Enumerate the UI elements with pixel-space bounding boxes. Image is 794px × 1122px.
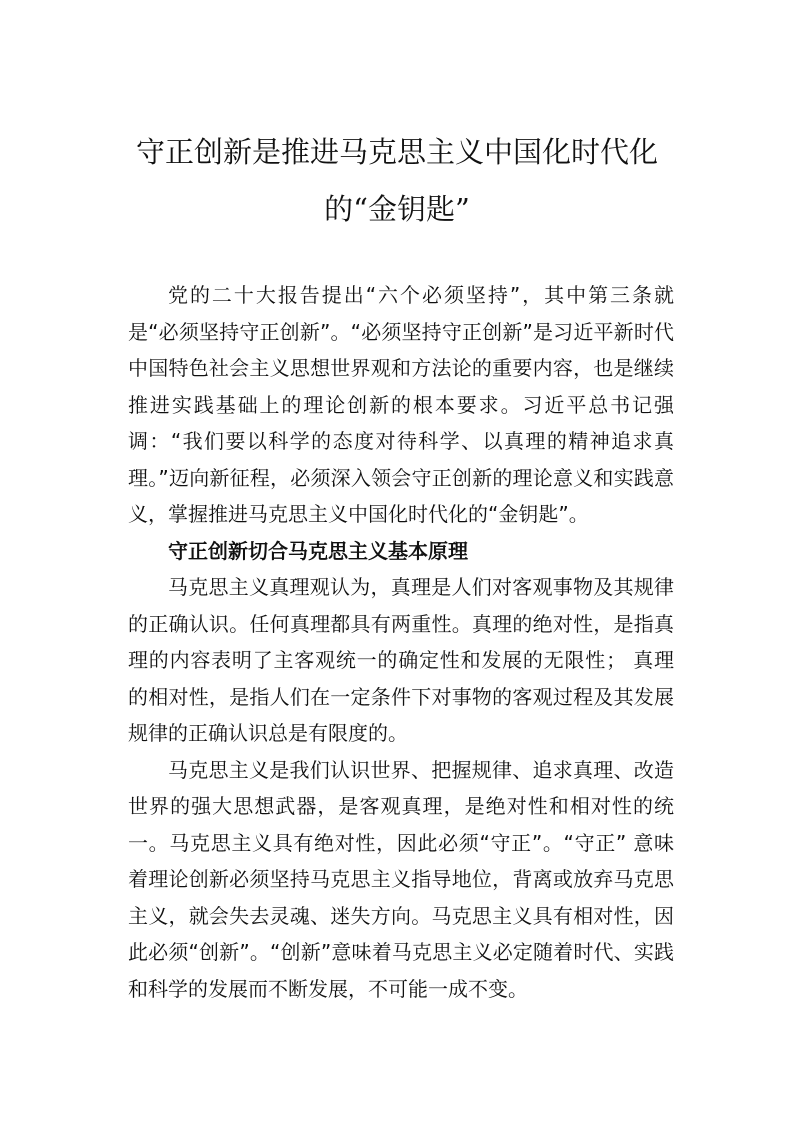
document-body — [128, 277, 674, 1007]
section-heading: 守正创新切合马克思主义基本原理 — [168, 538, 468, 563]
document-title-line-1: 守正创新是推进马克思主义中国化时代化 — [135, 135, 658, 169]
document-title-line-2: 的“金钥匙” — [324, 192, 470, 226]
body-paragraph-truth: 马克思主义真理观认为，真理是人们对客观事物及其规律的正确认识。任何真理都具有两重性。真理的绝对性，是指真理的内容表明了主客观统一的确定性和发展的无限性； 真理的相对性，是指人们在一定条件下对事物的客观过程及其发展规律的正确认识总是有限度的。 — [128, 575, 674, 745]
intro-paragraph: 党的二十大报告提出“六个必须坚持”，其中第三条就是“必须坚持守正创新”。“必须坚持守正创新”是习近平新时代中国特色社会主义思想世界观和方法论的重要内容，也是继续推进实践基础上的理论创新的根本要求。习近平总书记强调：“我们要以科学的态度对待科学、以真理的精神追求真理。”迈向新征程，必须深入领会守正创新的理论意义和实践意义，掌握推进马克思主义中国化时代化的“金钥匙”。 — [128, 283, 674, 526]
body-paragraph-marxism: 马克思主义是我们认识世界、把握规律、追求真理、改造世界的强大思想武器，是客观真理，是绝对性和相对性的统一。马克思主义具有绝对性，因此必须“守正”。“守正” 意味着理论创新必须坚持马克思主义指导地位，背离或放弃马克思主义，就会失去灵魂、迷失方向。马克思主义具有相对性，因此必须“创新”。“创新”意味着马克思主义必定随着时代、实践和科学的发展而不断发展，不可能一成不变。 — [128, 757, 674, 1001]
